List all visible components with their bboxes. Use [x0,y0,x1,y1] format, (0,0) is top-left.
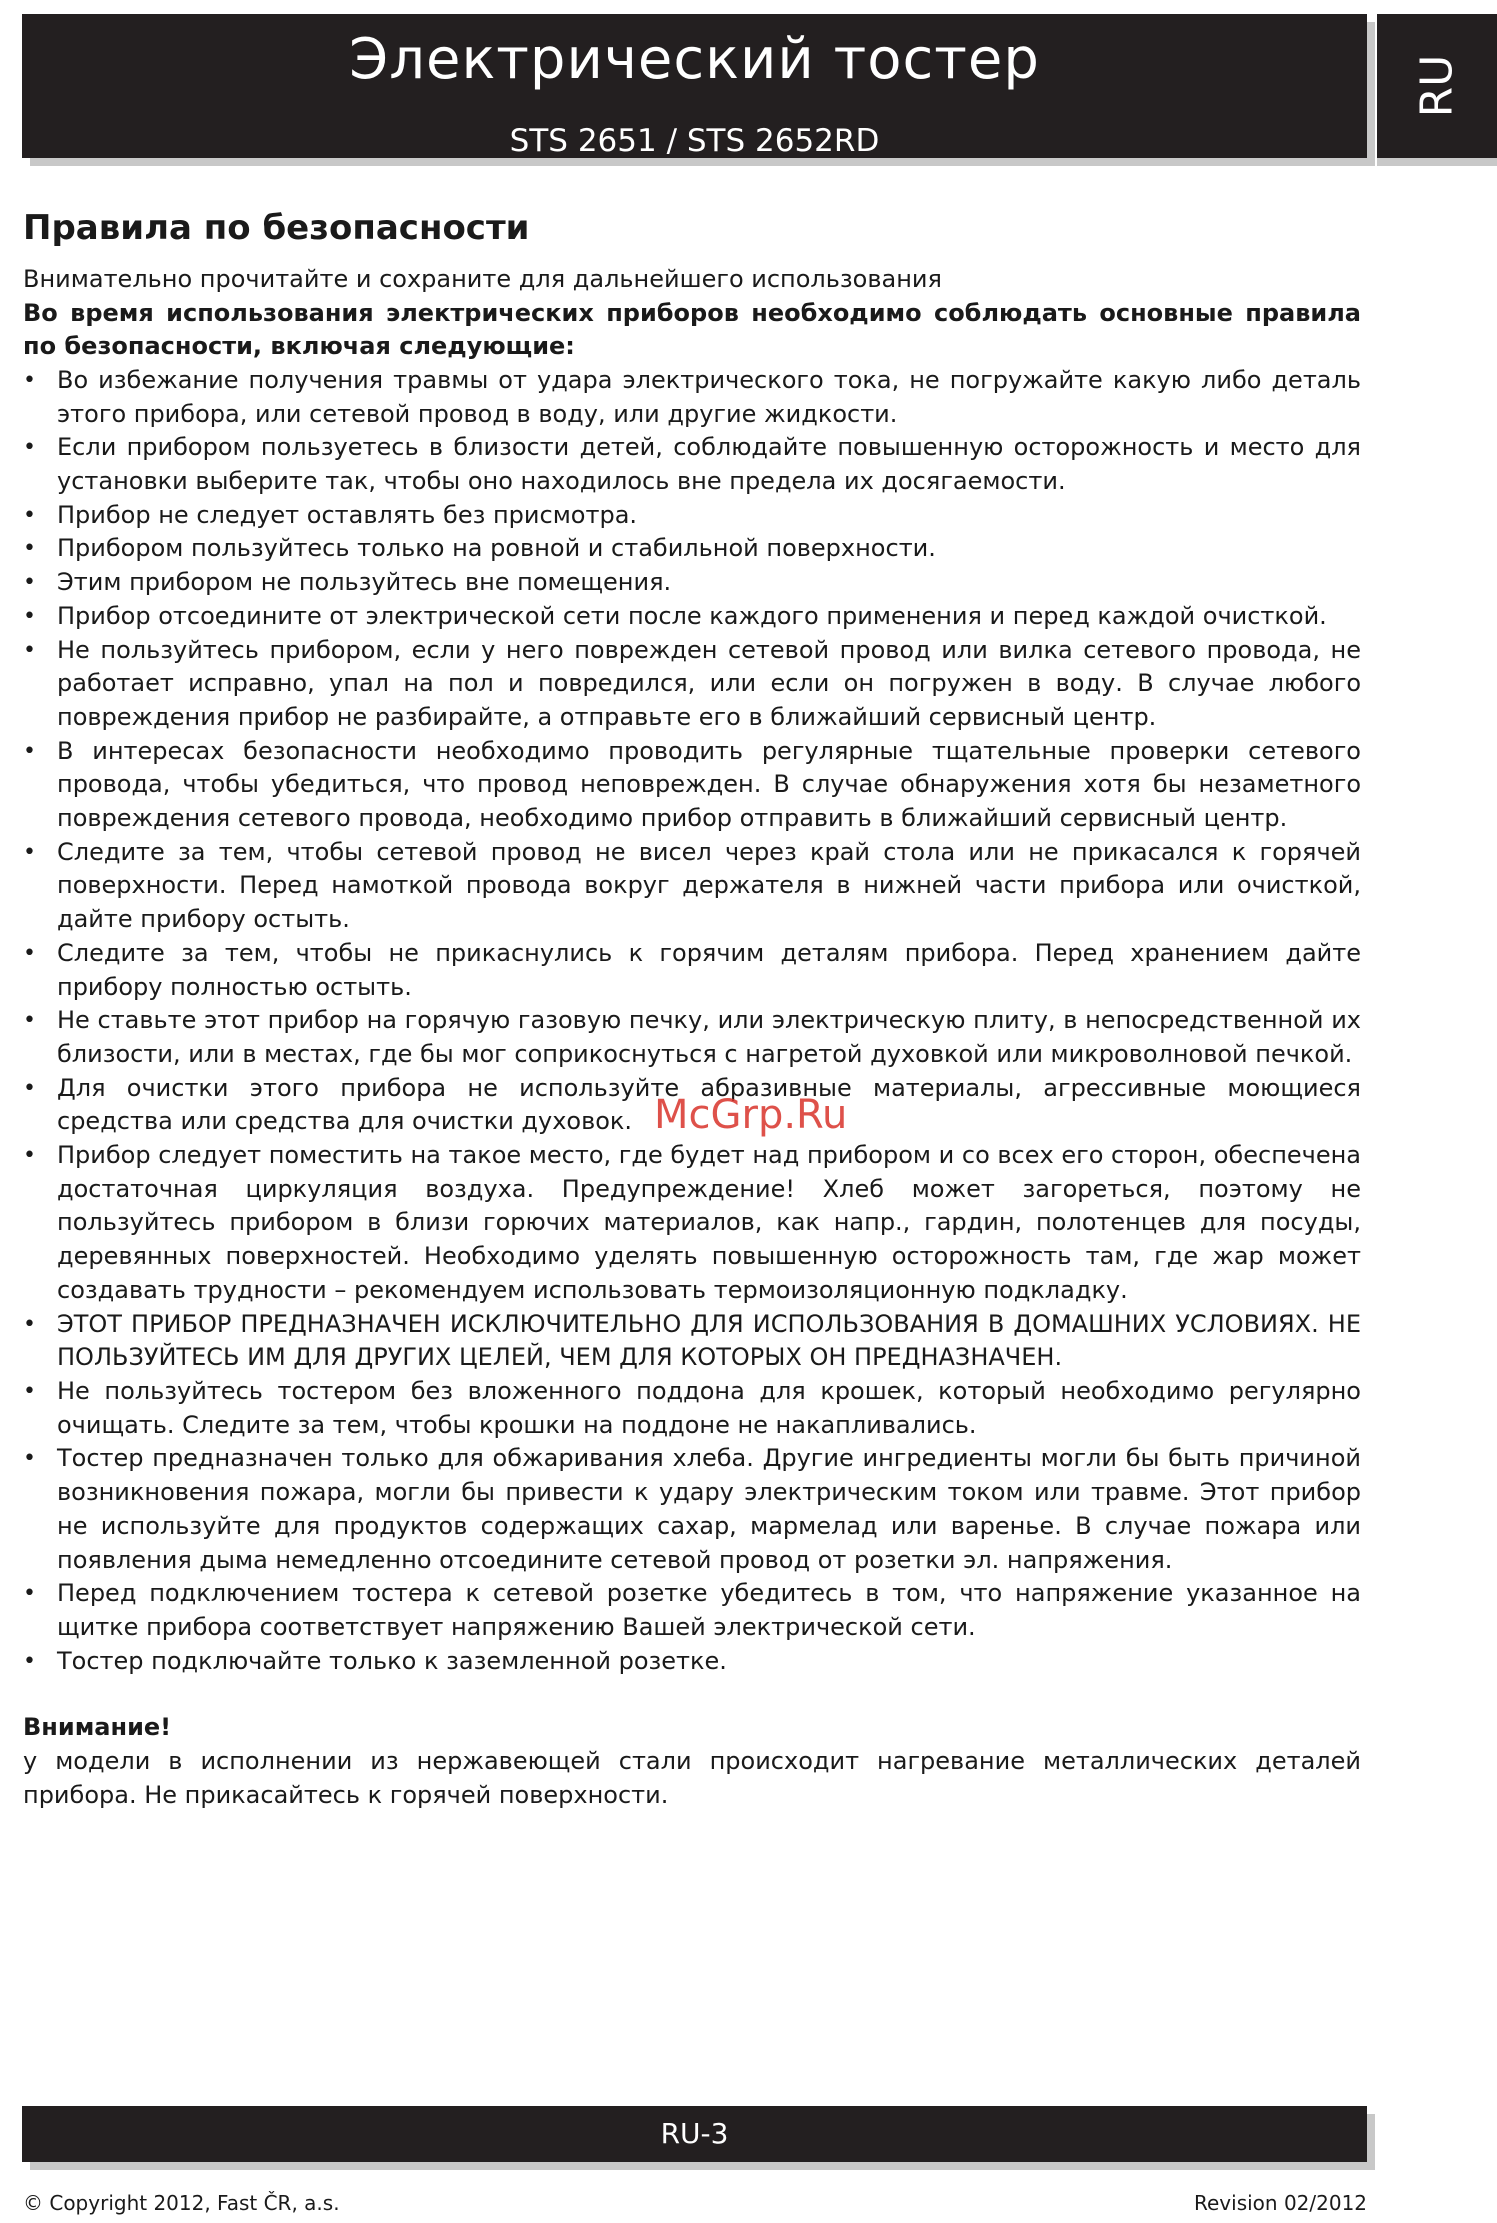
list-item: • Тостер подключайте только к заземленной розетке. [23,1645,1361,1679]
header-bar [22,14,1367,158]
list-item: • Перед подключением тостера к сетевой розетке убедитесь в том, что напряжение указанное на щитке прибора соответствует напряжению Вашей электрической сети. [23,1577,1361,1644]
warning-title: Внимание! [23,1713,172,1742]
warning-text: у модели в исполнении из нержавеющей стали происходит нагревание металлических деталей прибора. Не прикасайтесь к горячей поверхности. [23,1747,1361,1809]
safety-rules-list [23,364,1361,1678]
list-item: • ЭТОТ ПРИБОР ПРЕДНАЗНАЧЕН ИСКЛЮЧИТЕЛЬНО ДЛЯ ИСПОЛЬЗОВАНИЯ В ДОМАШНИХ УСЛОВИЯХ. НЕ ПОЛЬЗУЙТЕСЬ ИМ ДЛЯ ДРУГИХ ЦЕЛЕЙ, ЧЕМ ДЛЯ КОТОРЫХ ОН ПРЕДНАЗНАЧЕН. [23,1308,1361,1375]
document-title: Электрический тостер [349,27,1040,92]
intro-text: Внимательно прочитайте и сохраните для дальнейшего использования [23,264,942,293]
section-title: Правила по безопасности [23,208,530,248]
list-item: • Этим прибором не пользуйтесь вне помещения. [23,566,1361,600]
safety-section [23,208,1361,1812]
watermark: McGrp.Ru [654,1092,848,1138]
list-item: • Прибор не следует оставлять без присмотра. [23,499,1361,533]
list-item: • Не пользуйтесь тостером без вложенного поддона для крошек, который необходимо регулярно очищать. Следите за тем, чтобы крошки на поддоне не накапливались. [23,1375,1361,1442]
list-item: • Следите за тем, чтобы не прикаснулись к горячим деталям прибора. Перед хранением дайте прибору полностью остыть. [23,937,1361,1004]
list-item: • Тостер предназначен только для обжаривания хлеба. Другие ингредиенты могли бы быть причиной возникновения пожара, могли бы привести к удару электрическим током или травме. Этот прибор не используйте для продуктов содержащих сахар, мармелад или варенье. В случае пожара или появления дыма немедленно отсоедините сетевой провод от розетки эл. напряжения. [23,1442,1361,1577]
language-tab [1377,14,1497,158]
list-item: • В интересах безопасности необходимо проводить регулярные тщательные проверки сетевого провода, чтобы убедиться, что провод неповрежден. В случае обнаружения хотя бы незаметного повреждения сетевого провода, необходимо прибор отправить в ближайший сервисный центр. [23,735,1361,836]
copyright-text: © Copyright 2012, Fast ČR, a.s. [23,2191,340,2215]
list-item: • Прибор отсоедините от электрической сети после каждого применения и перед каждой очисткой. [23,600,1361,634]
footer-bar [22,2106,1367,2162]
list-item: • Следите за тем, чтобы сетевой провод не висел через край стола или не прикасался к горячей поверхности. Перед намоткой провода вокруг держателя в нижней части прибора или очисткой, дайте прибору остыть. [23,836,1361,937]
model-subtitle: STS 2651 / STS 2652RD [509,123,880,159]
list-item: • Прибором пользуйтесь только на ровной и стабильной поверхности. [23,532,1361,566]
language-tab-label: RU [1411,54,1463,118]
intro-bold-text: Во время использования электрических приборов необходимо соблюдать основные правила по безопасности, включая следующие: [23,298,1361,361]
list-item: • Не пользуйтесь прибором, если у него поврежден сетевой провод или вилка сетевого провода, не работает исправно, упал на пол и повредился, или если он погружен в воду. В случае любого повреждения прибор не разбирайте, а отправьте его в ближайший сервисный центр. [23,634,1361,735]
list-item: • Во избежание получения травмы от удара электрического тока, не погружайте какую либо деталь этого прибора, или сетевой провод в воду, или другие жидкости. [23,364,1361,431]
revision-text: Revision 02/2012 [1194,2191,1368,2215]
page-number: RU-3 [660,2117,729,2150]
list-item: • Не ставьте этот прибор на горячую газовую печку, или электрическую плиту, в непосредственной их близости, или в местах, где бы мог соприкоснуться с нагретой духовкой или микроволновой печкой. [23,1004,1361,1071]
list-item: • Прибор следует поместить на такое место, где будет над прибором и со всех его сторон, обеспечена достаточная циркуляция воздуха. Предупреждение! Хлеб может загореться, поэтому не пользуйтесь прибором в близи горючих материалов, как напр., гардин, полотенцев для посуды, деревянных поверхностей. Необходимо уделять повышенную осторожность там, где жар может создавать трудности – рекомендуем использовать термоизоляционную подкладку. [23,1139,1361,1308]
list-item: • Если прибором пользуетесь в близости детей, соблюдайте повышенную осторожность и место для установки выберите так, чтобы оно находилось вне предела их досягаемости. [23,431,1361,498]
list-item: • Для очистки этого прибора не используйте абразивные материалы, агрессивные моющиеся средства или средства для очистки духовок. [23,1072,1361,1139]
